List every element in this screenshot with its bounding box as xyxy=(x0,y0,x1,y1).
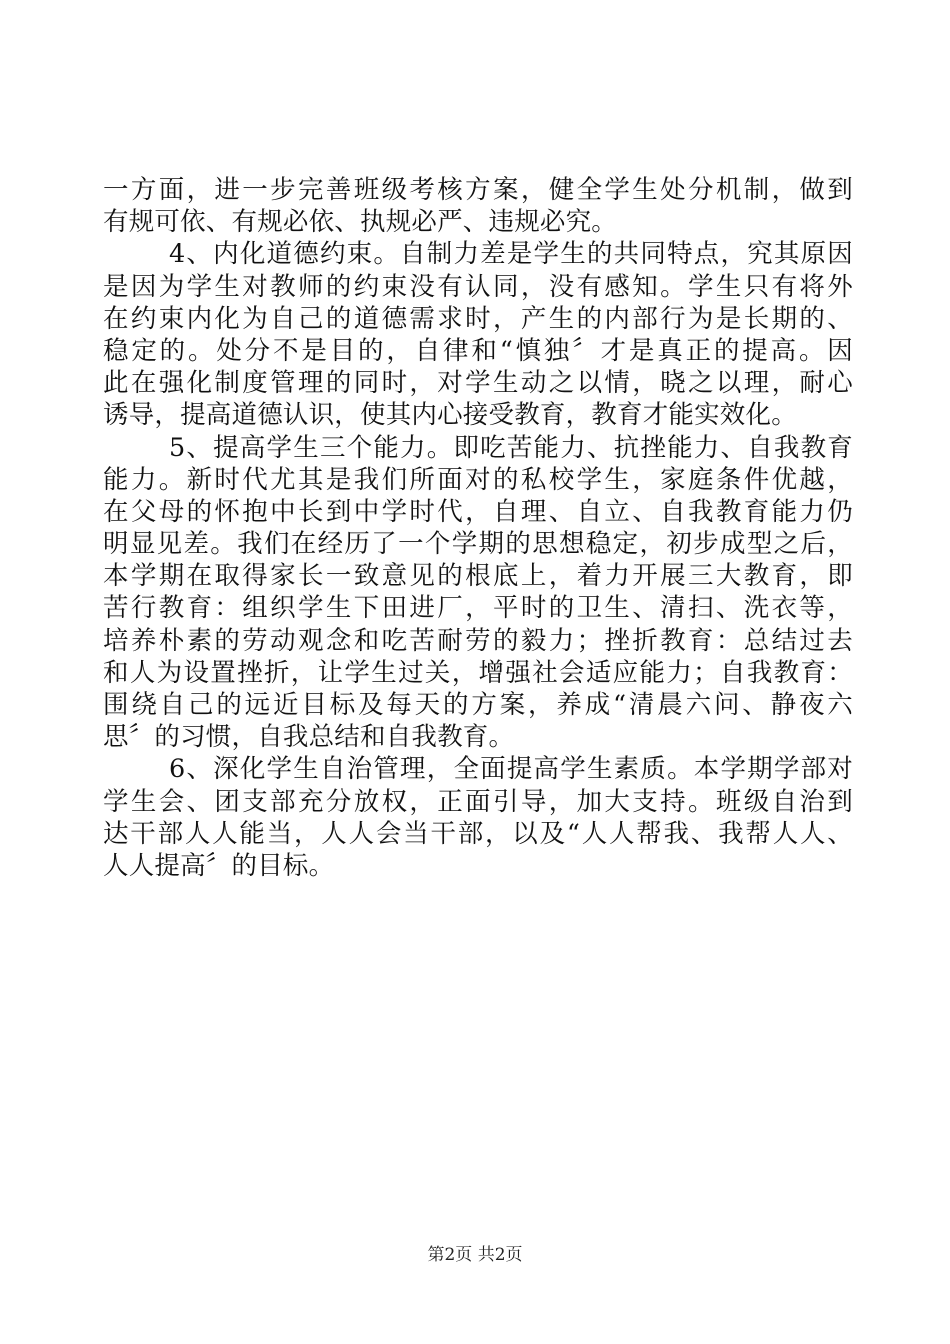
text-line: 苦行教育：组织学生下田进厂，平时的卫生、清扫、洗衣等， xyxy=(103,593,853,624)
text-line: 此在强化制度管理的同时，对学生动之以情，晓之以理，耐心 xyxy=(103,368,853,399)
text-line: 学生会、团支部充分放权，正面引导，加大支持。班级自治到 xyxy=(103,786,853,817)
text-line: 4、内化道德约束。自制力差是学生的共同特点，究其原因 xyxy=(169,239,853,270)
text-line: 在父母的怀抱中长到中学时代，自理、自立、自我教育能力仍 xyxy=(103,496,853,527)
text-line: 6、深化学生自治管理，全面提高学生素质。本学期学部对 xyxy=(169,754,853,785)
text-line: 本学期在取得家长一致意见的根底上，着力开展三大教育，即 xyxy=(103,561,853,592)
text-line: 思〞的习惯，自我总结和自我教育。 xyxy=(103,722,515,753)
text-line: 和人为设置挫折，让学生过关，增强社会适应能力；自我教育： xyxy=(103,657,853,688)
page-footer: 第2页 共2页 xyxy=(427,1245,523,1265)
text-line: 是因为学生对教师的约束没有认同，没有感知。学生只有将外 xyxy=(103,271,853,302)
text-line: 有规可依、有规必依、执规必严、违规必究。 xyxy=(103,207,618,238)
text-line: 围绕自己的远近目标及每天的方案，养成“清晨六问、静夜六 xyxy=(103,690,853,720)
text-line: 5、提高学生三个能力。即吃苦能力、抗挫能力、自我教育 xyxy=(169,432,853,463)
body-text xyxy=(103,174,853,882)
text-line: 能力。新时代尤其是我们所面对的私校学生，家庭条件优越， xyxy=(103,464,853,495)
text-line: 在约束内化为自己的道德需求时，产生的内部行为是长期的、 xyxy=(103,303,853,334)
text-line: 人人提高〞的目标。 xyxy=(103,850,335,881)
text-line: 培养朴素的劳动观念和吃苦耐劳的毅力；挫折教育：总结过去 xyxy=(103,625,853,656)
text-line: 达干部人人能当，人人会当干部，以及“人人帮我、我帮人人、 xyxy=(103,818,853,849)
text-line: 明显见差。我们在经历了一个学期的思想稳定，初步成型之后， xyxy=(103,529,853,560)
text-line: 诱导，提高道德认识，使其内心接受教育，教育才能实效化。 xyxy=(103,400,797,431)
text-line: 稳定的。处分不是目的，自律和“慎独〞才是真正的提高。因 xyxy=(103,335,853,366)
text-line: 一方面，进一步完善班级考核方案，健全学生处分机制，做到 xyxy=(103,175,853,205)
